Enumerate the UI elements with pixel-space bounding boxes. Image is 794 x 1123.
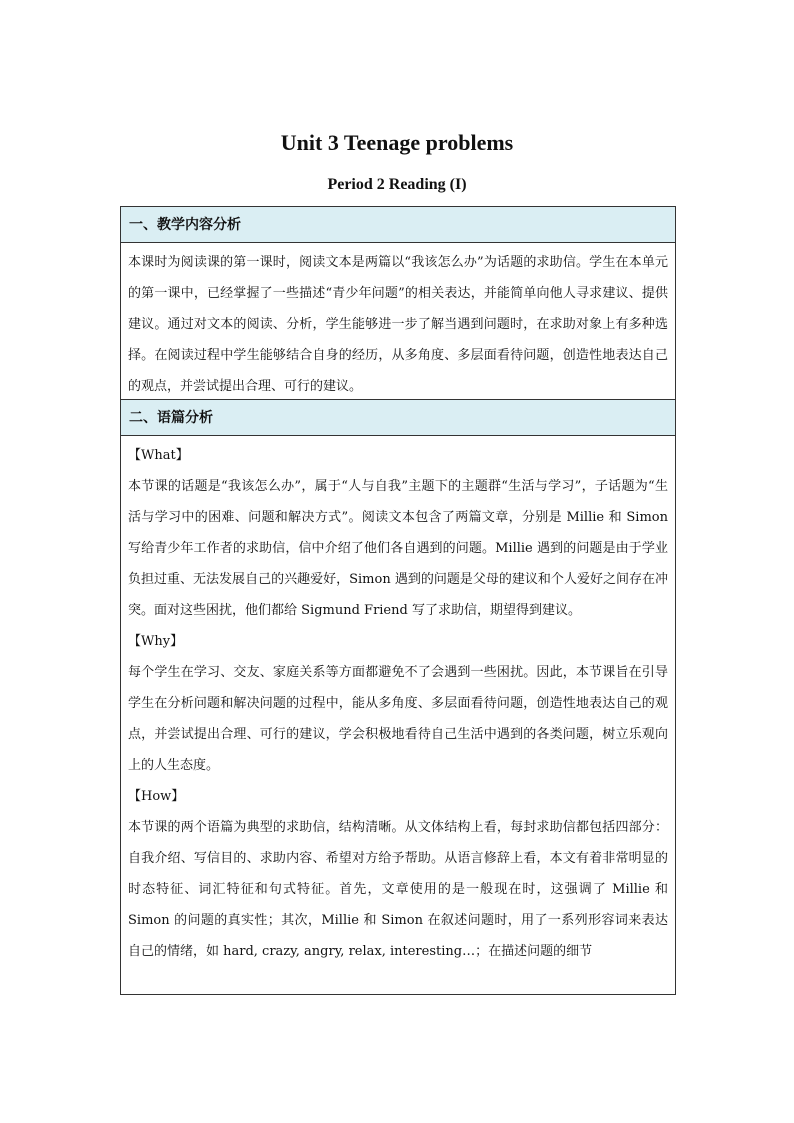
content-analysis-text: 本课时为阅读课的第一课时，阅读文本是两篇以“我该怎么办”为话题的求助信。学生在本单元的第一课中，已经掌握了一些描述“青少年问题”的相关表达，并能简单向他人寻求建议、提供建议。通过对文本的阅读、分析，学生能够进一步了解当遇到问题时，在求助对象上有多种选择。在阅读过程中学生能够结合自身的经历，从多角度、多层面看待问题，创造性地表达自己的观点，并尝试提出合理、可行的建议。 [128,255,668,394]
why-tag: 【Why】 [128,634,184,649]
lesson-plan-table [120,206,676,995]
section-header-discourse-analysis: 二、语篇分析 [121,400,675,436]
how-text: 本节课的两个语篇为典型的求助信，结构清晰。从文体结构上看，每封求助信都包括四部分：自我介绍、写信目的、求助内容、希望对方给予帮助。从语言修辞上看，本文有着非常明显的时态特征、词汇特征和句式特征。首先，文章使用的是一般现在时，这强调了 Millie 和 Simon 的问题的真实性；其次，Millie 和 Simon 在叙述问题时，用了一系列形容词来表达自己的情绪，如 hard, crazy, angry, relax, interesting…；在描述问题的细节 [128,820,668,959]
what-tag: 【What】 [128,448,189,463]
section-header-content-analysis: 一、教学内容分析 [121,207,675,243]
what-text: 本节课的话题是“我该怎么办”，属于“人与自我”主题下的主题群“生活与学习”，子话题为“生活与学习中的困难、问题和解决方式”。阅读文本包含了两篇文章，分别是 Millie 和 Simon 写给青少年工作者的求助信，信中介绍了他们各自遇到的问题。Millie 遇到的问题是由于学业负担过重、无法发展自己的兴趣爱好，Simon 遇到的问题是父母的建议和个人爱好之间存在冲突。面对这些困扰，他们都给 Sigmund Friend 写了求助信，期望得到建议。 [128,479,668,618]
why-text: 每个学生在学习、交友、家庭关系等方面都避免不了会遇到一些困扰。因此，本节课旨在引导学生在分析问题和解决问题的过程中，能从多角度、多层面看待问题，创造性地表达自己的观点，并尝试提出合理、可行的建议，学会积极地看待自己生活中遇到的各类问题，树立乐观向上的人生态度。 [128,665,668,773]
page-title: Unit 3 Teenage problems [280,130,514,155]
section-body-discourse-analysis [121,436,675,994]
how-tag: 【How】 [128,789,185,804]
section-body-content-analysis [121,243,675,400]
page-subtitle: Period 2 Reading (I) [327,176,467,193]
